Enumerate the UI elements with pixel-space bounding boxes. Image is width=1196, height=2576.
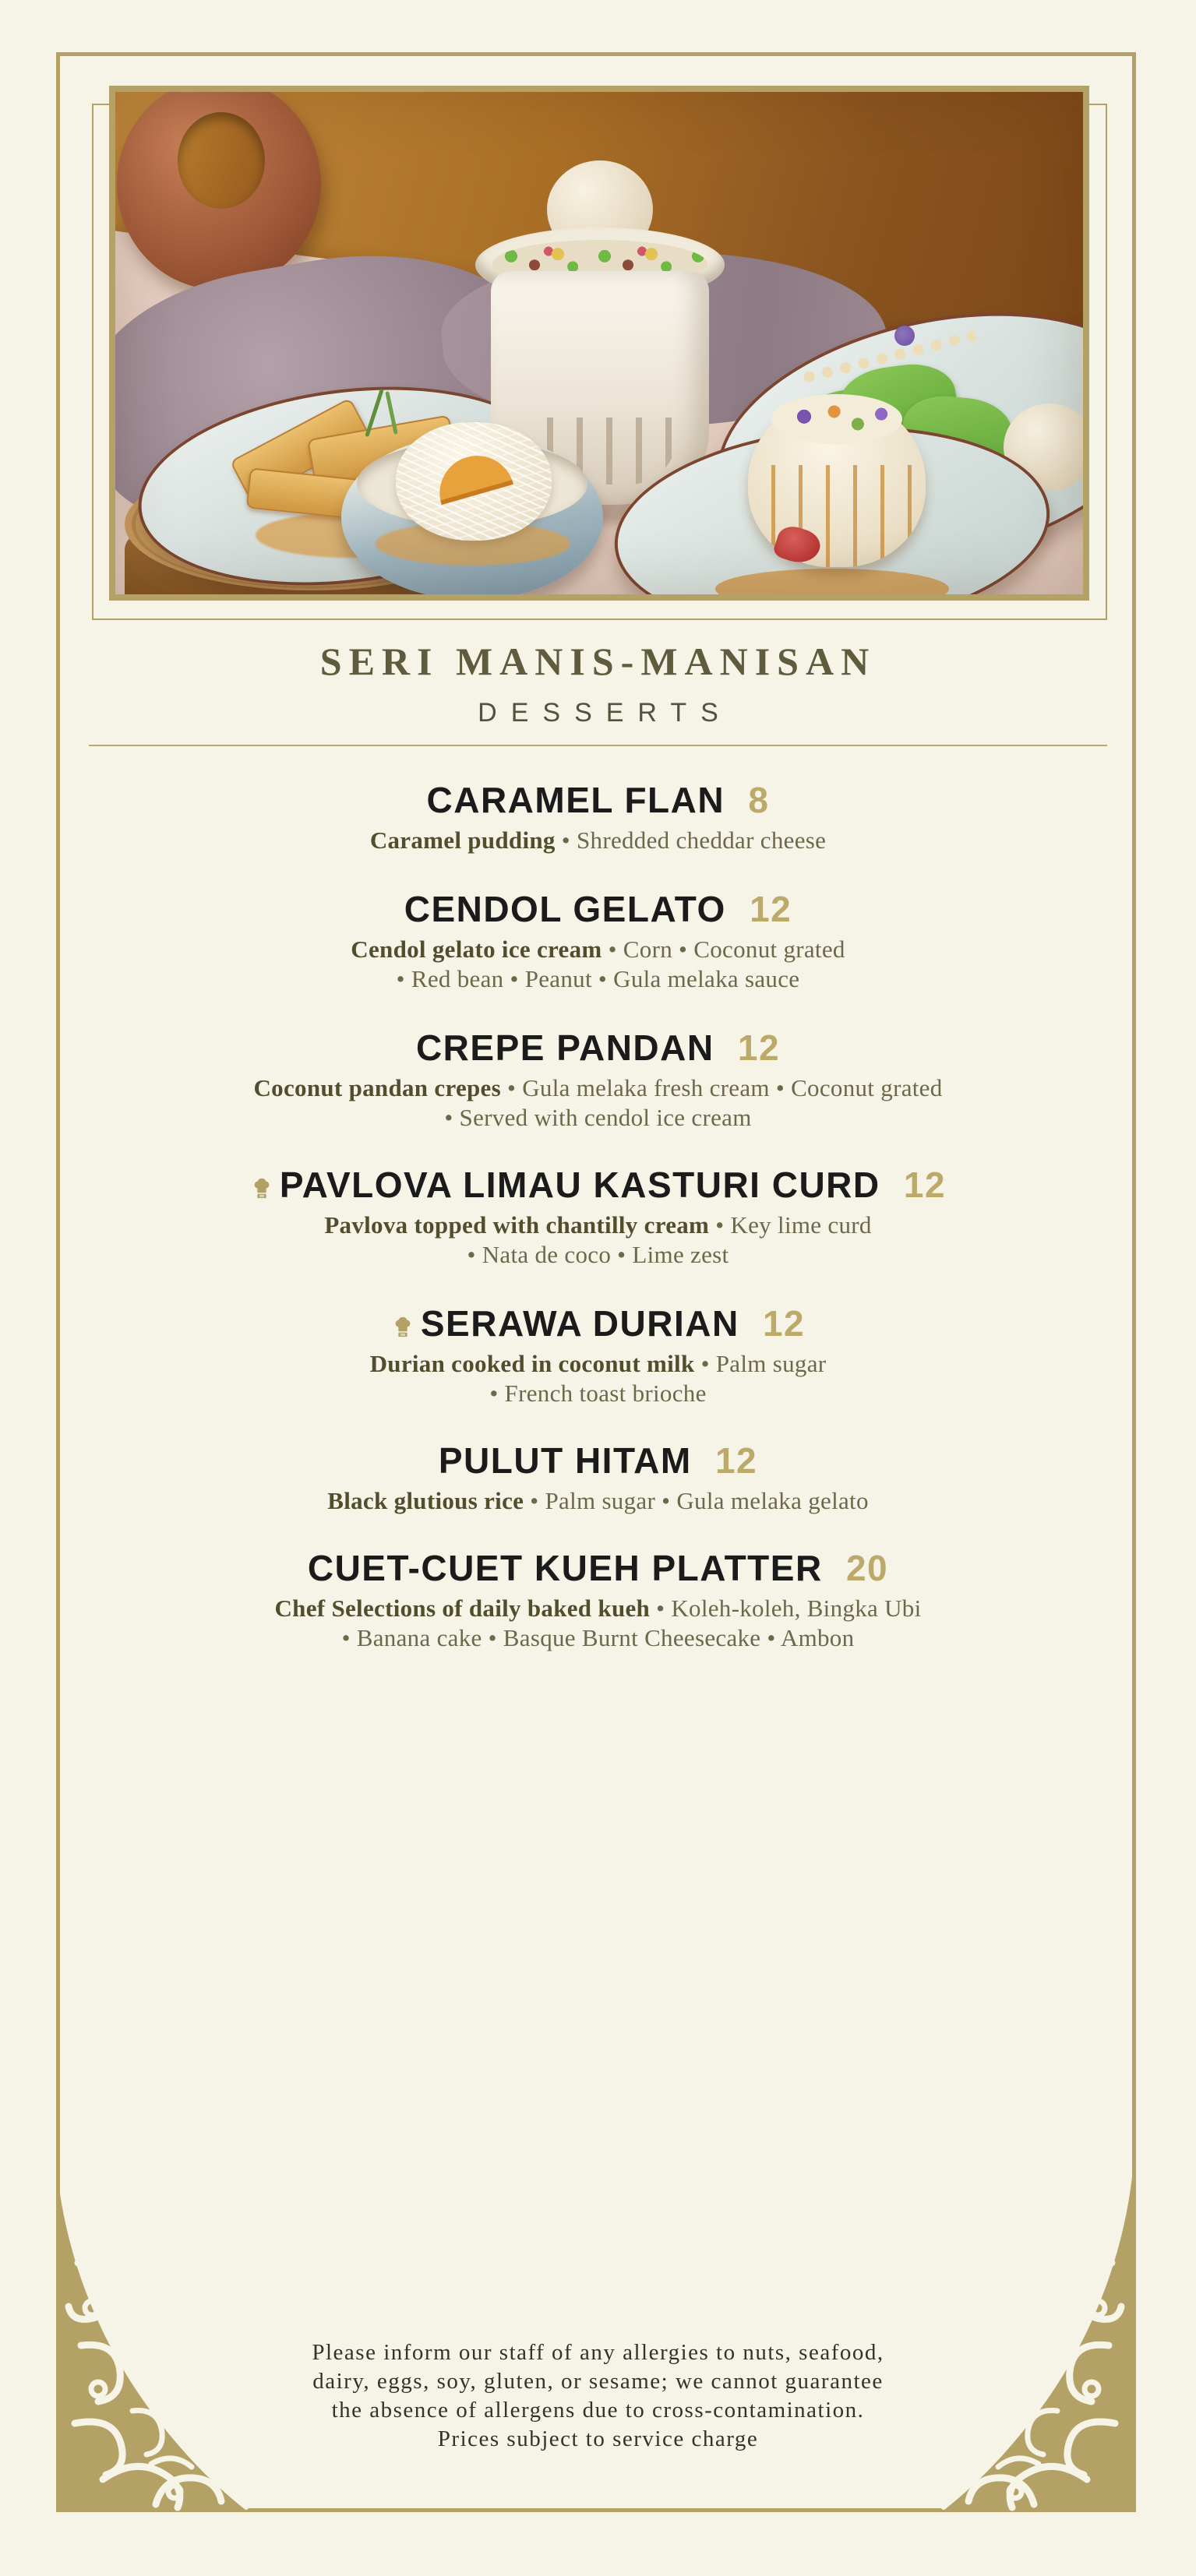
- menu-item: [0, 1165, 1196, 1270]
- menu-item-description: [0, 1486, 1196, 1516]
- menu-item: [0, 1304, 1196, 1408]
- menu-item-desc-rest: • Corn • Coconut grated: [602, 936, 845, 963]
- menu-item-title: [0, 1441, 1196, 1480]
- menu-item-desc-line2: • French toast brioche: [489, 1380, 707, 1407]
- menu-item-desc-bold: Pavlova topped with chantilly cream: [324, 1211, 710, 1239]
- menu-item-name: PULUT HITAM: [438, 1440, 692, 1481]
- disclaimer-line: the absence of allergens due to cross-contamination.: [331, 2398, 865, 2423]
- menu-item-title: [0, 890, 1196, 929]
- menu-item-price: 12: [762, 1303, 806, 1344]
- filigree-corner-right: [937, 2177, 1132, 2512]
- menu-item-title: [0, 781, 1196, 819]
- menu-item-title: [0, 1165, 1196, 1204]
- menu-item: [0, 1028, 1196, 1133]
- menu-item-desc-bold: Coconut pandan crepes: [253, 1074, 501, 1101]
- menu-item-price: 12: [750, 889, 792, 929]
- menu-item-price: 12: [903, 1165, 947, 1205]
- menu-item-description: [0, 1349, 1196, 1408]
- menu-item-price: 12: [737, 1027, 781, 1068]
- menu-item-desc-bold: Cendol gelato ice cream: [351, 936, 602, 963]
- menu-item-description: [0, 1210, 1196, 1270]
- menu-item-price: 8: [748, 780, 770, 820]
- menu-item-desc-rest: • Koleh-koleh, Bingka Ubi: [650, 1595, 922, 1622]
- menu-item-desc-bold: Durian cooked in coconut milk: [369, 1350, 695, 1377]
- menu-item: [0, 890, 1196, 994]
- menu-item-description: [0, 826, 1196, 855]
- page-subtitle: DESSERTS: [478, 698, 732, 728]
- menu-item-description: [0, 935, 1196, 994]
- menu-item-title: [0, 1028, 1196, 1067]
- page-title: SERI MANIS-MANISAN: [319, 640, 877, 683]
- menu-item-desc-rest: • Palm sugar: [694, 1350, 827, 1377]
- menu-item: [0, 781, 1196, 855]
- menu-item-title: [0, 1304, 1196, 1343]
- menu-item-desc-line2: • Nata de coco • Lime zest: [467, 1241, 729, 1268]
- menu-item-desc-line2: • Red bean • Peanut • Gula melaka sauce: [396, 965, 800, 992]
- menu-item: [0, 1549, 1196, 1653]
- chef-hat-icon: [250, 1165, 273, 1204]
- menu-item-price: 12: [714, 1440, 758, 1481]
- menu-item-name: CARAMEL FLAN: [426, 780, 725, 820]
- filigree-corner-left: [58, 2177, 252, 2512]
- menu-item: [0, 1441, 1196, 1516]
- menu-item-desc-rest: • Shredded cheddar cheese: [555, 826, 827, 854]
- menu-item-name: CREPE PANDAN: [415, 1027, 714, 1068]
- hero-photo: [115, 92, 1083, 594]
- menu-item-desc-rest: • Palm sugar • Gula melaka gelato: [524, 1487, 869, 1514]
- menu-item-desc-bold: Chef Selections of daily baked kueh: [274, 1595, 651, 1622]
- menu-item-desc-rest: • Gula melaka fresh cream • Coconut grated: [500, 1074, 943, 1101]
- disclaimer-line: Please inform our staff of any allergies to nuts, seafood,: [312, 2340, 884, 2365]
- menu-item-name: CUET-CUET KUEH PLATTER: [307, 1548, 823, 1588]
- hero-photo-frame: [109, 86, 1089, 601]
- photo-vignette: [115, 92, 1083, 594]
- menu-item-title: [0, 1549, 1196, 1588]
- menu-item-desc-line2: • Banana cake • Basque Burnt Cheesecake • Ambon: [341, 1624, 855, 1651]
- disclaimer-line: dairy, eggs, soy, gluten, or sesame; we cannot guarantee: [312, 2369, 884, 2394]
- menu-item-name: PAVLOVA LIMAU KASTURI CURD: [279, 1165, 880, 1205]
- menu-item-name: SERAWA DURIAN: [420, 1303, 739, 1344]
- chef-hat-icon: [391, 1304, 415, 1343]
- menu-item-description: [0, 1073, 1196, 1133]
- menu-item-desc-bold: Caramel pudding: [369, 826, 556, 854]
- menu-item-desc-bold: Black glutious rice: [327, 1487, 524, 1514]
- menu-item-description: [0, 1594, 1196, 1653]
- menu-item-name: CENDOL GELATO: [404, 889, 726, 929]
- menu-item-desc-rest: • Key lime curd: [709, 1211, 872, 1239]
- menu-item-price: 20: [845, 1548, 889, 1588]
- menu-item-desc-line2: • Served with cendol ice cream: [444, 1104, 752, 1131]
- header-divider: [89, 745, 1107, 746]
- service-charge-note: Prices subject to service charge: [437, 2426, 759, 2451]
